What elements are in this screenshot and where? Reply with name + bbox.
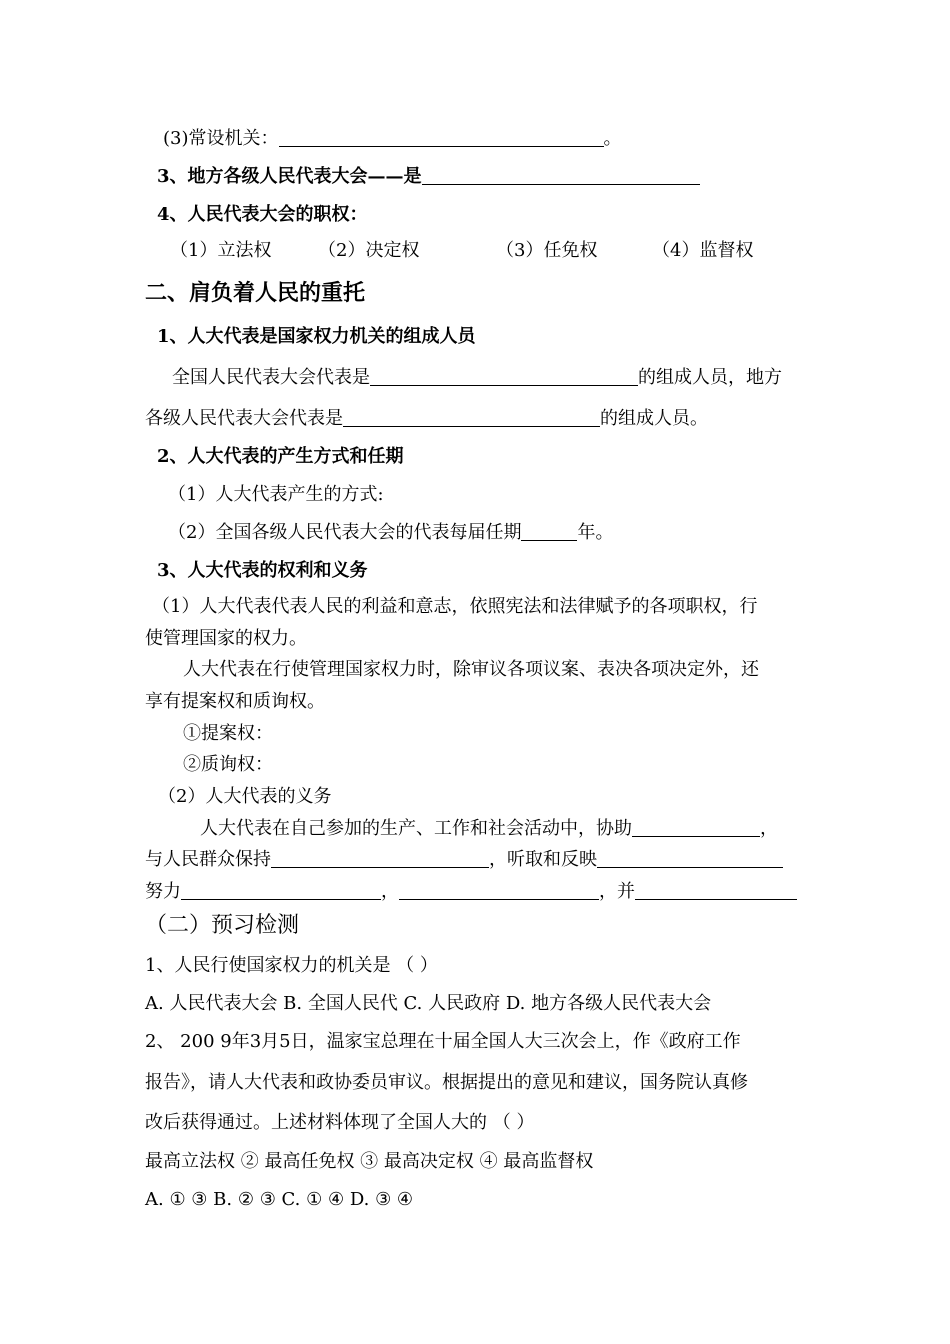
fill-blank[interactable] — [597, 849, 783, 868]
duty-line-3 — [145, 881, 797, 903]
d3c: ，并 — [599, 881, 635, 902]
d1-end: ， — [760, 818, 778, 839]
item-3 — [157, 166, 700, 188]
section-3-title: （二）预习检测 — [145, 913, 300, 938]
fill-blank[interactable] — [271, 849, 489, 868]
question-1-options: A. 人民代表大会 B. 全国人民代 C. 人民政府 D. 地方各级人民代表大会 — [145, 993, 712, 1014]
duty-title: （2）人大代表的义务 — [158, 786, 332, 807]
duty-line-1 — [200, 818, 778, 840]
item-3-3-label: (3)常设机关： — [163, 128, 279, 149]
p1d: 的组成人员。 — [600, 408, 708, 429]
sub-2: 2、人大代表的产生方式和任期 — [157, 446, 404, 467]
p1a: 全国人民代表大会代表是 — [172, 367, 370, 388]
s2b-end: 年。 — [577, 522, 614, 543]
power-1: （1）立法权 — [170, 240, 272, 261]
para-1-line-2 — [145, 408, 708, 430]
rights-2b: 享有提案权和质询权。 — [145, 691, 325, 712]
right-proposal: ①提案权： — [183, 723, 273, 744]
rights-2a: 人大代表在行使管理国家权力时，除审议各项议案、表决各项决定外，还 — [183, 659, 759, 680]
question-2-line-2: 报告》，请人大代表和政协委员审议。根据提出的意见和建议，国务院认真修 — [145, 1072, 748, 1093]
d1: 人大代表在自己参加的生产、工作和社会活动中，协助 — [200, 818, 632, 839]
power-4: （4）监督权 — [652, 240, 754, 261]
d2b: ，听取和反映 — [489, 849, 597, 870]
item-4: 4、人民代表大会的职权： — [157, 204, 368, 225]
d2a: 与人民群众保持 — [145, 849, 271, 870]
question-1: 1、人民行使国家权力的机关是 （ ） — [145, 955, 438, 976]
fill-blank[interactable] — [521, 522, 577, 541]
p1c: 各级人民代表大会代表是 — [145, 408, 343, 429]
sub-1: 1、人大代表是国家权力机关的组成人员 — [157, 326, 476, 347]
fill-blank[interactable] — [343, 408, 600, 427]
item-3-text: 3、地方各级人民代表大会——是 — [157, 166, 422, 187]
s2b: （2）全国各级人民代表大会的代表每届任期 — [168, 522, 522, 543]
sub-2-a: （1）人大代表产生的方式: — [168, 484, 384, 505]
fill-blank[interactable] — [370, 367, 638, 386]
para-1-line-1 — [172, 367, 782, 389]
fill-blank[interactable] — [632, 818, 760, 837]
rights-1a: （1）人大代表代表人民的利益和意志，依照宪法和法律赋予的各项职权，行 — [152, 596, 758, 617]
item-3-3-end: 。 — [603, 128, 622, 149]
item-3-3 — [163, 128, 622, 150]
fill-blank[interactable] — [181, 881, 381, 900]
right-inquiry: ②质询权： — [183, 754, 273, 775]
fill-blank[interactable] — [635, 881, 797, 900]
d3b: ， — [381, 881, 399, 902]
power-3: （3）任免权 — [496, 240, 598, 261]
rights-1b: 使管理国家的权力。 — [145, 628, 307, 649]
sub-2-b — [168, 522, 613, 544]
question-2-items: 最高立法权 ② 最高任免权 ③ 最高决定权 ④ 最高监督权 — [145, 1151, 594, 1172]
question-2-line-3: 改后获得通过。上述材料体现了全国人大的 （ ） — [145, 1112, 535, 1133]
p1b: 的组成人员，地方 — [638, 367, 782, 388]
question-2-line-1: 2、 200 9年3月5日，温家宝总理在十届全国人大三次会上，作《政府工作 — [145, 1031, 741, 1052]
fill-blank[interactable] — [279, 128, 604, 147]
duty-line-2 — [145, 849, 783, 871]
fill-blank[interactable] — [399, 881, 599, 900]
sub-3: 3、人大代表的权利和义务 — [157, 560, 368, 581]
power-2: （2）决定权 — [318, 240, 420, 261]
d3a: 努力 — [145, 881, 181, 902]
fill-blank[interactable] — [422, 166, 700, 185]
question-2-options: A. ① ③ B. ② ③ C. ① ④ D. ③ ④ — [145, 1189, 414, 1210]
section-2-title: 二、肩负着人民的重托 — [145, 281, 366, 306]
